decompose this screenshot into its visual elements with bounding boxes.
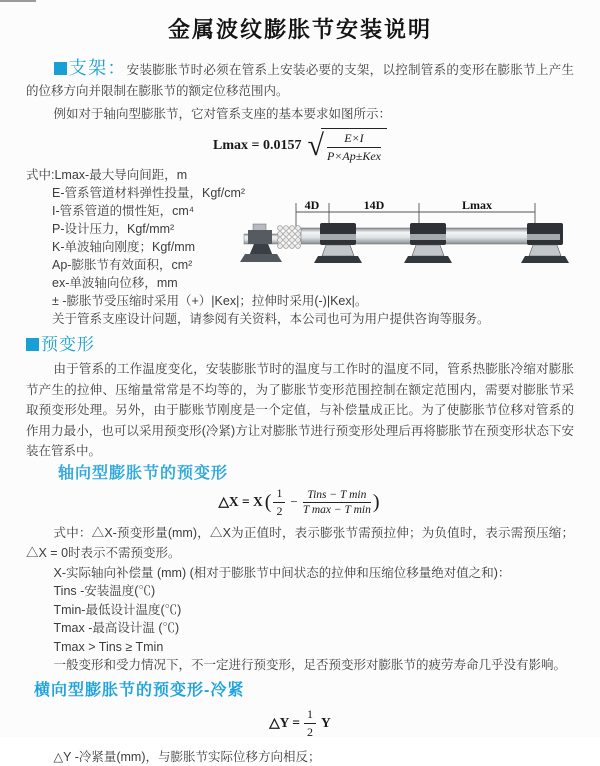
support-intro-paragraph [26,58,574,102]
subheading-lateral-predeform: 横向型膨胀节的预变形-冷紧 [34,681,600,701]
guide-support [314,223,362,263]
dimension-label-14d: 14D [364,198,385,212]
formula-dx-minus: − [290,494,297,510]
formula-dx-half-denominator: 2 [273,503,285,519]
axial-note: Tmax -最高设计温 (℃) [26,619,574,638]
axial-note: Tmin-最低设计温度(℃) [26,601,574,620]
definition-line: 式中:Lmax-最大导向间距，m [26,166,574,184]
support-intro-text: 安装膨胀节时必须在管系上安装必要的支架，以控制管系的变形在膨胀节上产生的位移方向并限制在膨胀节的额定位移范围内。 [26,63,574,98]
dimension-label-4d: 4D [305,198,320,212]
subheading-axial-predeform: 轴向型膨胀节的预变形 [58,464,600,484]
section-heading-predeform: 预变形 [41,335,95,354]
formula-dy-numerator: 1 [304,707,316,724]
axial-note: 式中：△X-预变形量(mm)，△X为正值时，表示膨张节需预拉伸；为负值时，表示需预压缩；△X = 0时表示不需预变形。 [26,523,574,564]
page-title: 金属波纹膨胀节安装说明 [0,0,600,44]
formula-dx-close-paren: ) [373,491,380,514]
formula-dx-temp-denominator: T max − T min [303,503,371,516]
predeform-body-text: 由于管系的工作温度变化，安装膨胀节时的温度与工作时的温度不同，管系热膨胀冷缩对膨胀节产生的拉伸、压缩量常常是不均等的，为了膨胀节变形范围控制在额定范围内，需要对膨胀节采取预变形处理。另外，由于膨账节刚度是一个定值，与补偿量成正比。为了使膨胀节位移对管系的作用力最小，也可以采用预变形(冷紧)方让对膨胀节进行预变形处理后再将膨胀节在预变形状态下安装在管系中。 [26,359,574,462]
axial-note: Tmax > Tins ≥ Tmin [26,638,574,657]
definition-line: I-管系管道的惯性矩，cm⁴ [26,202,574,220]
formula-dy-rhs: Y [321,715,331,731]
variable-definitions [26,166,574,330]
formula-dy-lhs: △Y = [269,715,300,731]
formula-lmax-numerator: E×I [327,131,381,148]
definition-line: Ap-膨胀节有效面积，cm² [26,256,574,274]
section-heading-predeform-row [26,334,574,356]
definition-line: E-管系管道材料弹性投量，Kgf/cm² [26,184,574,202]
definition-line: ± -膨胀节受压缩时采用（+）|Kex|；拉伸时采用(-)|Kex|。 [26,292,574,310]
pipe-support-diagram [234,192,596,292]
support-example-text: 例如对于轴向型膨胀节，它对管系支座的基本要求如图所示： [26,104,574,125]
definition-line: ex-单波轴向位移，mm [26,274,574,292]
formula-dx-open-paren: ( [265,491,272,514]
definition-line: 关于管系支座设计问题，请参阅有关资料，本公司也可为用户提供咨询等服务。 [26,310,574,328]
formula-dx-half-numerator: 1 [273,486,285,503]
blue-square-bullet-icon [26,338,39,351]
guide-support [521,223,569,263]
formula-lmax-lhs: Lmax = 0.0157 [213,138,301,154]
scan-artifact [0,0,36,2]
definition-line: P-设计压力，Kgf/mm² [26,220,574,238]
square-root-icon: √ [308,133,324,159]
section-heading-support: 支架： [69,58,127,78]
dimension-label-lmax: Lmax [462,198,492,212]
guide-support [404,223,452,263]
formula-delta-y [0,707,600,740]
formula-delta-x [0,486,600,519]
anchor-support [240,224,282,262]
formula-lmax-denominator: P×Ap±Kex [327,148,381,164]
formula-lmax [0,128,600,164]
lateral-note: △Y -冷紧量(mm)，与膨胀节实际位移方向相反； [26,748,574,766]
axial-note: 一般变形和受力情况下，不一定进行预变形，足否预变形对膨胀节的疲劳寿命几乎没有影响。 [26,656,574,675]
blue-square-bullet-icon [54,62,67,75]
formula-dy-denominator: 2 [304,724,316,740]
formula-dx-temp-numerator: Tins − T min [303,489,371,503]
axial-note: Tins -安装温度(℃) [26,582,574,601]
axial-note: X-实际轴向补偿量 (mm) (相对于膨胀节中间状态的拉伸和压缩位移量绝对值之和)： [26,564,574,583]
formula-dx-lhs: △X = X [218,494,262,510]
definition-line: K-单波轴向刚度；Kgf/mm [26,238,574,256]
bellows-icon [278,226,301,249]
